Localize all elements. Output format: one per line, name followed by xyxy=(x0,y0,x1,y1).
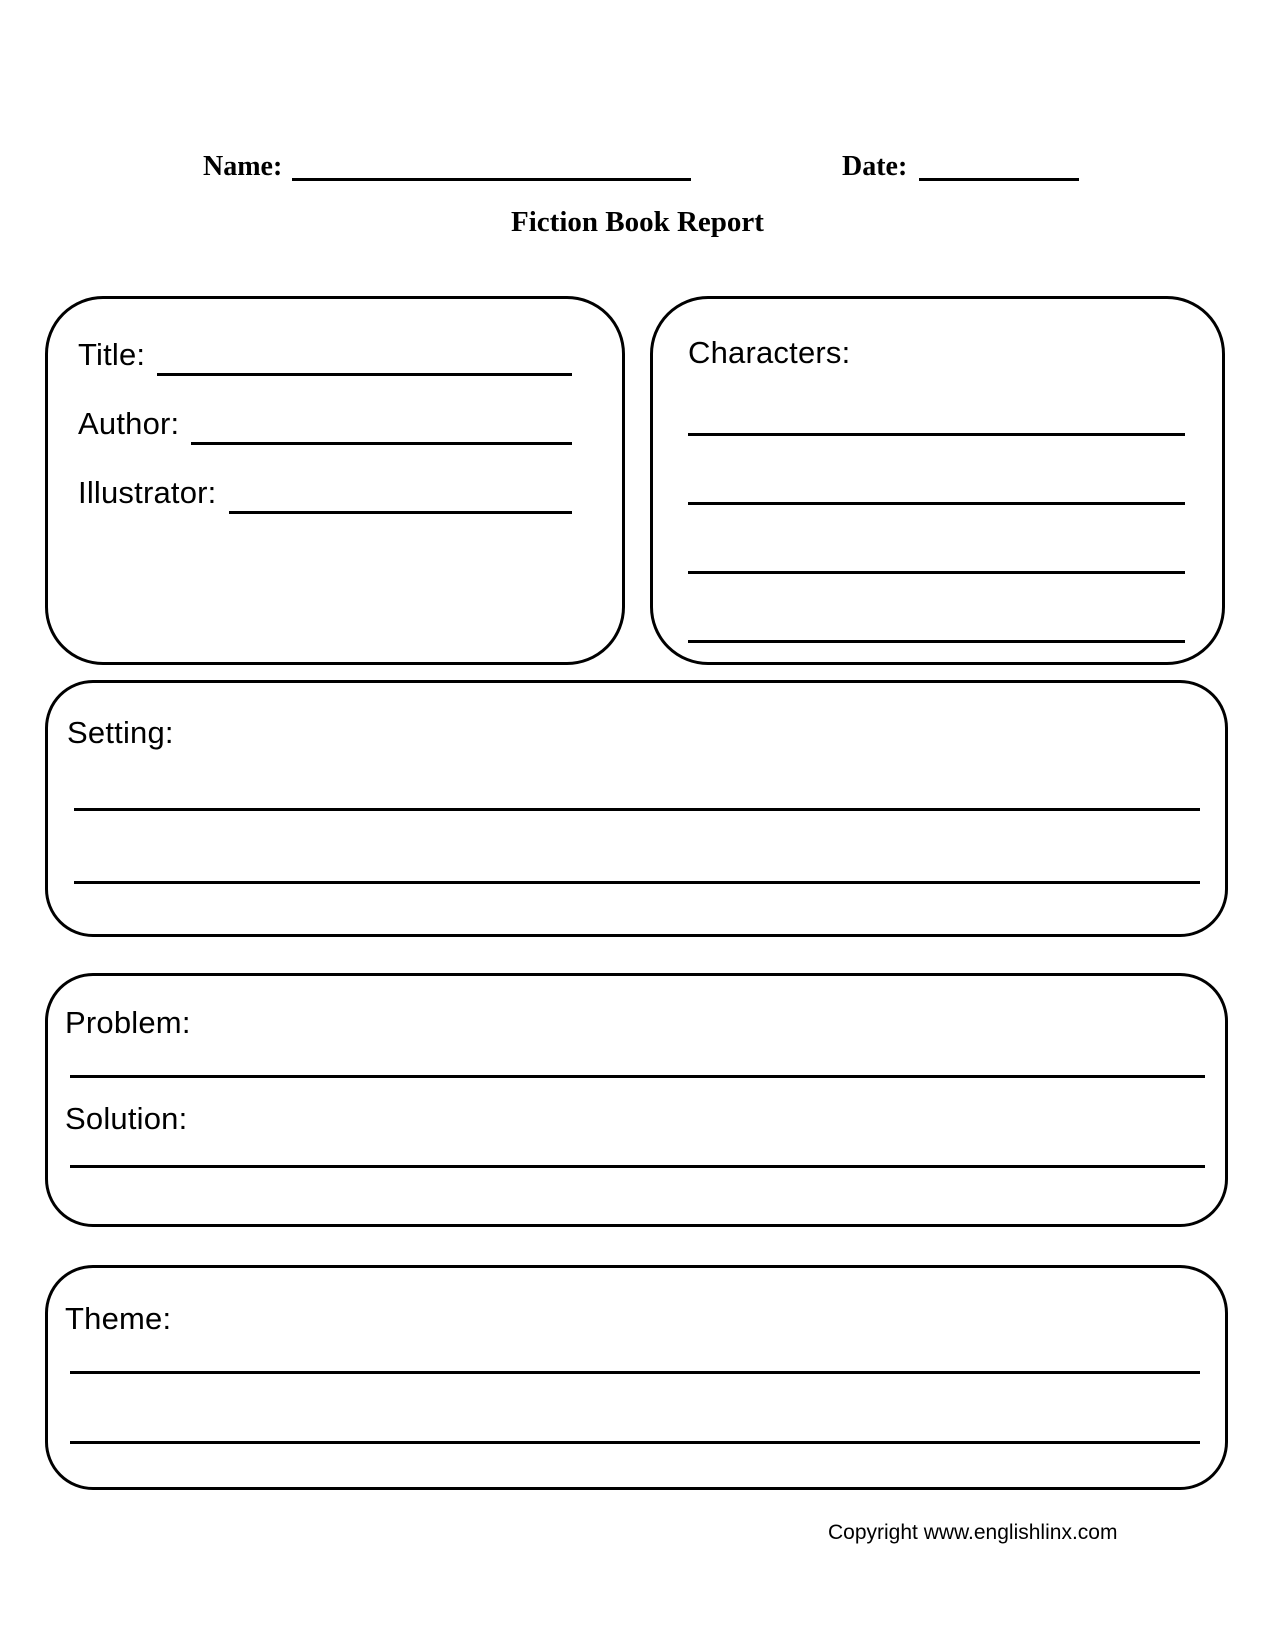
copyright-text: Copyright www.englishlinx.com xyxy=(828,1521,1118,1544)
theme-box xyxy=(45,1265,1228,1490)
author-write-line[interactable] xyxy=(191,406,572,445)
write-line[interactable] xyxy=(688,367,1185,436)
theme-label: Theme: xyxy=(65,1301,172,1336)
problem-solution-box xyxy=(45,973,1228,1227)
book-info-box xyxy=(45,296,625,665)
write-line[interactable] xyxy=(70,1374,1200,1444)
name-field-group xyxy=(203,152,691,181)
write-line[interactable] xyxy=(70,1304,1200,1374)
illustrator-write-line[interactable] xyxy=(229,475,573,514)
characters-label: Characters: xyxy=(688,335,851,370)
setting-write-lines xyxy=(74,738,1200,884)
setting-label: Setting: xyxy=(67,715,174,750)
solution-label: Solution: xyxy=(65,1101,188,1136)
name-field-line[interactable] xyxy=(292,152,691,181)
title-write-line[interactable] xyxy=(157,337,572,376)
illustrator-field-row xyxy=(78,472,572,514)
write-line[interactable] xyxy=(74,811,1200,884)
solution-write-line[interactable] xyxy=(70,1165,1205,1168)
write-line[interactable] xyxy=(688,505,1185,574)
author-field-row xyxy=(78,403,572,445)
title-label: Title: xyxy=(78,337,146,372)
title-field-row xyxy=(78,334,572,376)
problem-label: Problem: xyxy=(65,1005,191,1040)
date-field-line[interactable] xyxy=(919,152,1079,181)
characters-write-lines xyxy=(688,367,1185,643)
date-label: Date: xyxy=(842,151,908,182)
page-title: Fiction Book Report xyxy=(511,206,764,238)
write-line[interactable] xyxy=(74,738,1200,811)
author-label: Author: xyxy=(78,406,180,441)
setting-box xyxy=(45,680,1228,937)
theme-write-lines xyxy=(70,1304,1200,1444)
characters-box xyxy=(650,296,1225,665)
write-line[interactable] xyxy=(688,436,1185,505)
date-field-group xyxy=(842,152,1079,181)
illustrator-label: Illustrator: xyxy=(78,475,217,510)
write-line[interactable] xyxy=(688,574,1185,643)
problem-write-line[interactable] xyxy=(70,1075,1205,1078)
name-label: Name: xyxy=(203,151,283,182)
